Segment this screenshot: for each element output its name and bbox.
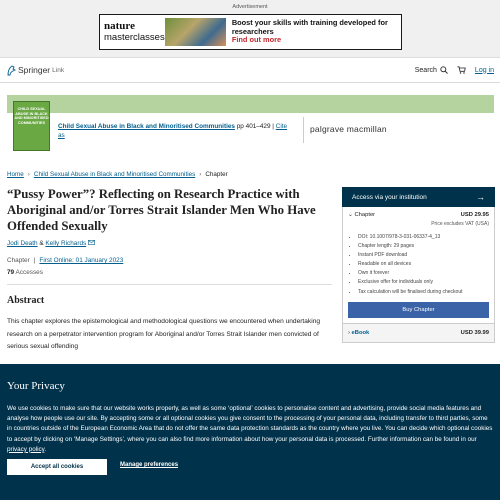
ad-label: Advertisement	[232, 4, 268, 10]
nav-actions	[415, 66, 494, 74]
springer-horse-icon	[6, 65, 16, 76]
list-item: • DOI: 10.1007/978-3-031-06337-4_13	[358, 233, 489, 242]
feature-list	[348, 233, 489, 297]
chevron-down-icon: ⌄	[348, 212, 355, 218]
ebook-price: USD 39.99	[460, 329, 489, 336]
cookie-text: We use cookies to make sure that our website works properly, as well as some ‘optional’ cookies to personalise content and advertising, provide social media features and analyse how people use our site. By accepting some or all optional cookies you give consent to the processing of your personal data, including transfer to third parties, some in countries outside of the European Economic Area that do not offer the same data protection standards as the country where you live. You can decide which optional cookies to accept by clicking on ‘Manage Settings’, where you can also find more information about how your personal data is processed. Further information can be found in our privacy policy.	[7, 405, 493, 453]
chevron-right-icon: ›	[27, 171, 30, 178]
publisher-divider	[303, 117, 304, 143]
accesses-metric	[7, 269, 43, 276]
book-pages: pp 401–429	[236, 123, 271, 130]
ebook-price-row[interactable]	[342, 324, 495, 343]
accesses-count: 79	[7, 269, 15, 276]
book-banner	[7, 95, 494, 157]
book-cover[interactable]: CHILD SEXUAL ABUSE IN BLACK AND MINORITISED COMMUNITIES	[13, 101, 50, 151]
cookie-body: We use cookies to make sure that our website works properly, as well as some ‘optional’ cookies to personalise content and advertising, provide social media features and analyse how people use our site. By accepting some or all optional cookies you give consent to the processing of your personal data, including transfer to third parties, some in countries outside of the European Economic Area that do not offer the same data protection standards as the country where you live. You can decide which optional cookies to accept by clicking on ‘Manage Settings’, where you can also find more information about how your personal data is processed. Further information can be found in our	[7, 405, 493, 443]
buy-chapter-button[interactable]: Buy Chapter	[348, 302, 489, 318]
first-online-link[interactable]: First Online: 01 January 2023	[39, 257, 124, 264]
ad-brand-line2: masterclasses	[104, 31, 165, 43]
search-button[interactable]	[415, 66, 448, 74]
cookie-banner	[0, 364, 500, 500]
list-item: • Chapter length: 29 pages	[358, 242, 489, 251]
publisher-logo: palgrave macmillan	[310, 124, 387, 134]
meta-separator: |	[33, 257, 36, 264]
chapter-buybox	[342, 207, 495, 324]
ebook-label: eBook	[351, 329, 370, 336]
chapter-price-row[interactable]	[348, 212, 489, 218]
ad-image	[165, 18, 226, 46]
author-link[interactable]: Kelly Richards	[45, 240, 87, 247]
list-item: • Own it forever	[358, 269, 489, 278]
chevron-right-icon: ›	[199, 171, 202, 178]
author-link[interactable]: Jodi Death	[7, 240, 38, 247]
ad-brand	[100, 21, 165, 43]
top-navigation	[0, 58, 500, 83]
accept-cookies-button[interactable]: Accept all cookies	[7, 459, 107, 475]
pipe-separator: |	[272, 123, 276, 130]
author-list	[7, 240, 95, 247]
institution-access-label: Access via your institution	[352, 193, 427, 201]
ad-headline: Boost your skills with training developed for researchers	[231, 18, 388, 36]
search-label: Search	[414, 66, 437, 74]
cart-icon[interactable]	[457, 66, 466, 74]
breadcrumb-home[interactable]: Home	[7, 171, 24, 178]
login-link[interactable]: Log in	[474, 66, 494, 74]
ad-banner[interactable]	[99, 14, 402, 50]
abstract-heading: Abstract	[7, 295, 45, 306]
chapter-label: Chapter	[354, 212, 376, 218]
page-title: “Pussy Power”? Reflecting on Research Practice with Aboriginal and/or Torres Strait Islander Men Who Have Offended Sexually	[7, 187, 316, 233]
privacy-policy-link[interactable]: privacy policy	[7, 445, 45, 453]
list-item: • Readable on all devices	[358, 260, 489, 269]
purchase-sidebar	[342, 187, 495, 343]
institution-access-button[interactable]	[342, 187, 495, 207]
section-divider	[7, 284, 332, 285]
chapter-price: USD 29.95	[460, 212, 489, 218]
breadcrumb	[7, 171, 228, 178]
ad-text	[232, 19, 401, 45]
book-info	[58, 123, 293, 141]
ad-brand-line1: nature	[104, 20, 135, 33]
email-icon[interactable]	[88, 240, 95, 245]
breadcrumb-book[interactable]: Child Sexual Abuse in Black and Minoritised Communities	[33, 171, 196, 178]
chapter-meta	[7, 257, 123, 264]
logo-subtext: Link	[52, 66, 65, 74]
list-item: • Instant PDF download	[358, 251, 489, 260]
content-type: Chapter	[7, 257, 30, 264]
advertisement-bar	[0, 0, 500, 58]
chevron-right-icon: ›	[348, 329, 352, 336]
manage-preferences-link[interactable]: Manage preferences	[120, 462, 179, 468]
author-separator: &	[39, 240, 44, 247]
cite-as-link[interactable]: Cite as	[58, 123, 288, 139]
vat-note: Price excludes VAT (USA)	[431, 221, 489, 227]
accesses-label: Accesses	[15, 269, 43, 276]
list-item: • Tax calculation will be finalised during checkout	[358, 288, 489, 297]
arrow-right-icon: →	[476, 192, 485, 202]
cookie-heading: Your Privacy	[7, 380, 65, 392]
list-item: • Exclusive offer for individuals only	[358, 278, 489, 287]
logo-text: Springer	[18, 65, 51, 75]
book-title-link[interactable]: Child Sexual Abuse in Black and Minoritised Communities	[58, 123, 235, 130]
abstract-text: This chapter explores the epistemological and methodological questions we encountered when undertaking research on a perpetrator intervention program for Aboriginal and/or Torres Strait Islander men convicted of serious sexual offending	[7, 318, 321, 351]
search-icon	[440, 66, 448, 74]
springer-logo[interactable]	[6, 65, 64, 76]
ad-cta[interactable]: Find out more	[231, 35, 282, 45]
breadcrumb-current: Chapter	[205, 171, 228, 178]
